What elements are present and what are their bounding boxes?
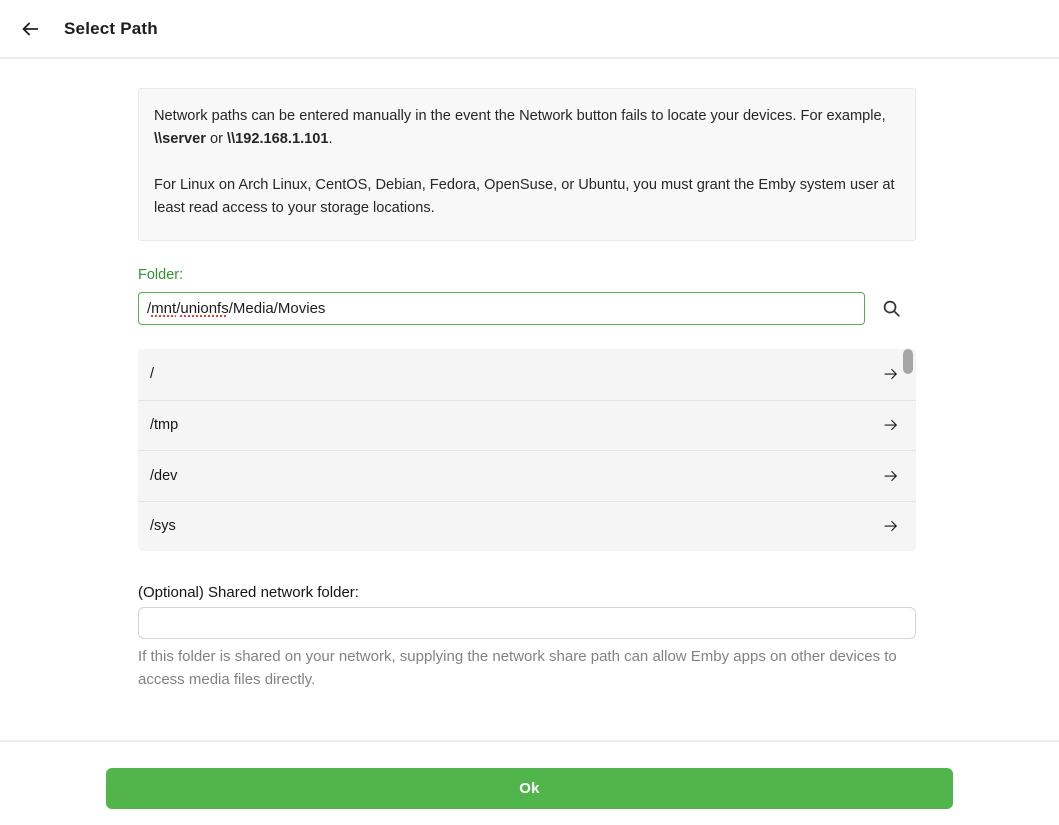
directory-path: /tmp bbox=[150, 417, 179, 434]
top-bar bbox=[0, 0, 1059, 59]
path-segment-misspelled: unionfs bbox=[180, 299, 229, 317]
notice-paragraph-2: For Linux on Arch Linux, CentOS, Debian, Fedora, OpenSuse, or Ubuntu, you must grant the Emby system user at least read access to your storage locations. bbox=[154, 177, 895, 216]
folder-input-row bbox=[138, 289, 916, 327]
arrow-right-icon bbox=[882, 365, 900, 383]
select-path-form bbox=[138, 88, 916, 691]
arrow-left-icon bbox=[19, 18, 41, 40]
shared-network-folder-help: If this folder is shared on your network, supplying the network share path can allow Emby apps on other devices to access media files directly. bbox=[138, 648, 897, 688]
folder-label: Folder: bbox=[138, 267, 184, 283]
magnifier-icon bbox=[880, 297, 903, 320]
arrow-right-icon bbox=[882, 517, 900, 535]
notice-text: or bbox=[205, 131, 228, 147]
notice-text: . bbox=[328, 131, 333, 147]
path-segment: /Media/Movies bbox=[228, 299, 326, 317]
directory-list bbox=[138, 349, 916, 551]
notice-example-server: \\server bbox=[154, 131, 206, 147]
path-segment: / bbox=[176, 299, 181, 317]
network-paths-notice bbox=[138, 88, 916, 241]
shared-network-folder-label: (Optional) Shared network folder: bbox=[138, 584, 359, 601]
notice-example-ip: \\192.168.1.101 bbox=[227, 131, 329, 147]
scrollbar-thumb[interactable] bbox=[903, 349, 913, 374]
footer-bar bbox=[0, 740, 1059, 825]
directory-row[interactable] bbox=[138, 400, 916, 451]
arrow-right-icon bbox=[882, 467, 900, 485]
directory-path: /dev bbox=[150, 467, 178, 484]
directory-row[interactable] bbox=[138, 501, 916, 552]
page-title: Select Path bbox=[64, 18, 158, 38]
network-search-button[interactable] bbox=[872, 289, 910, 327]
notice-text: Network paths can be entered manually in the event the Network button fails to locate your devices. For example, bbox=[154, 108, 886, 124]
folder-input[interactable] bbox=[138, 292, 865, 325]
directory-path: / bbox=[150, 366, 155, 383]
shared-network-folder-input[interactable] bbox=[138, 607, 916, 639]
path-segment: / bbox=[147, 299, 152, 317]
notice-paragraph-1 bbox=[154, 105, 899, 151]
path-segment-misspelled: mnt bbox=[151, 299, 177, 317]
back-button[interactable] bbox=[10, 9, 50, 49]
directory-row[interactable] bbox=[138, 349, 916, 400]
directory-path: /sys bbox=[150, 518, 176, 535]
arrow-right-icon bbox=[882, 416, 900, 434]
ok-button[interactable]: Ok bbox=[106, 768, 953, 809]
directory-row[interactable] bbox=[138, 450, 916, 501]
